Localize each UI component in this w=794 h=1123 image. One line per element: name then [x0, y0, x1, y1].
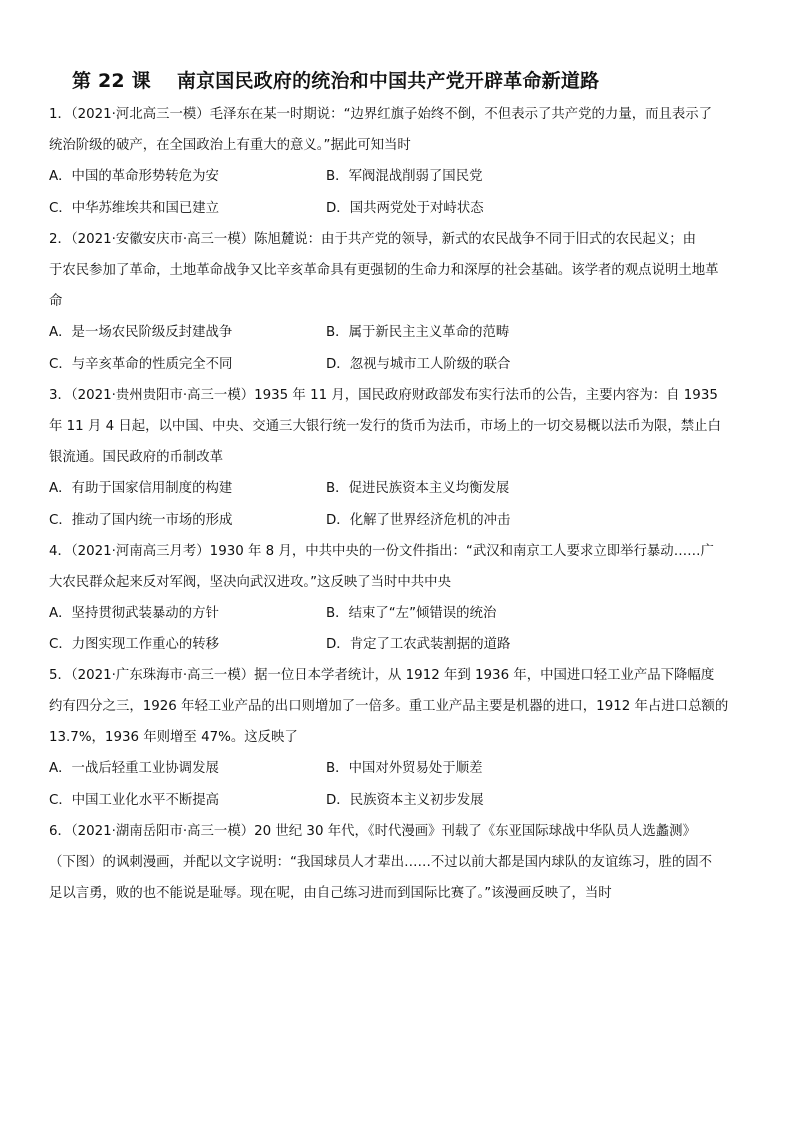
lesson-title: 南京国民政府的统治和中国共产党开辟革命新道路 — [176, 70, 600, 92]
question-4-option-b: B．结束了“左”倾错误的统治 — [326, 606, 497, 621]
question-5-line-3: 13.7%，1936 年则增至 47%。这反映了 — [49, 730, 298, 745]
question-2-line-1: 2．（2021·安徽安庆市·高三一模）陈旭麓说：由于共产党的领导，新式的农民战争不同于旧式的农民起义；由 — [49, 232, 696, 247]
question-2-option-b: B．属于新民主主义革命的范畴 — [326, 325, 510, 340]
question-4-line-2: 大农民群众起来反对军阀，坚决向武汉进攻。”这反映了当时中共中央 — [49, 575, 451, 590]
question-3-line-1: 3．（2021·贵州贵阳市·高三一模）1935 年 11 月，国民政府财政部发布实行法币的公告，主要内容为：自 1935 — [49, 388, 718, 403]
question-4-option-a: A．坚持贯彻武装暴动的方针 — [49, 606, 219, 621]
question-1-line-1: 1．（2021·河北高三一模）毛泽东在某一时期说：“边界红旗子始终不倒，不但表示了共产党的力量，而且表示了 — [49, 107, 713, 122]
question-3-option-c: C．推动了国内统一市场的形成 — [49, 513, 233, 528]
question-3-option-b: B．促进民族资本主义均衡发展 — [326, 481, 510, 496]
question-5-line-1: 5．（2021·广东珠海市·高三一模）据一位日本学者统计，从 1912 年到 1936 年，中国进口轻工业产品下降幅度 — [49, 668, 715, 683]
question-2-option-d: D．忽视与城市工人阶级的联合 — [326, 357, 511, 372]
question-2-line-2: 于农民参加了革命，土地革命战争又比辛亥革命具有更强韧的生命力和深厚的社会基础。该学者的观点说明土地革 — [49, 263, 719, 278]
question-3-line-3: 银流通。国民政府的币制改革 — [49, 450, 224, 465]
question-2-option-c: C．与辛亥革命的性质完全不同 — [49, 357, 233, 372]
question-1-line-2: 统治阶级的破产，在全国政治上有重大的意义。”据此可知当时 — [49, 138, 411, 153]
question-2-line-3: 命 — [49, 294, 63, 309]
question-4-line-1: 4．（2021·河南高三月考）1930 年 8 月，中共中央的一份文件指出：“武汉和南京工人要求立即举行暴动……广 — [49, 544, 714, 559]
question-1-option-c: C．中华苏维埃共和国已建立 — [49, 201, 220, 216]
question-6-line-1: 6．（2021·湖南岳阳市·高三一模）20 世纪 30 年代，《时代漫画》刊载了《东亚国际球战中华队员人选蠡测》 — [49, 824, 696, 839]
question-5-option-a: A．一战后轻重工业协调发展 — [49, 761, 219, 776]
page-title — [72, 66, 599, 93]
question-5-option-b: B．中国对外贸易处于顺差 — [326, 761, 483, 776]
question-1-option-b: B．军阀混战削弱了国民党 — [326, 169, 483, 184]
question-5-option-d: D．民族资本主义初步发展 — [326, 793, 484, 808]
question-2-option-a: A．是一场农民阶级反封建战争 — [49, 325, 233, 340]
question-3-line-2: 年 11 月 4 日起，以中国、中央、交通三大银行统一发行的货币为法币，市场上的一切交易概以法币为限，禁止白 — [49, 419, 721, 434]
question-1-option-d: D．国共两党处于对峙状态 — [326, 201, 484, 216]
question-5-line-2: 约有四分之三，1926 年轻工业产品的出口则增加了一倍多。重工业产品主要是机器的进口，1912 年占进口总额的 — [49, 699, 729, 714]
question-6-line-2: （下图）的讽刺漫画，并配以文字说明：“我国球员人才辈出……不过以前大都是国内球队的友谊练习，胜的固不 — [49, 855, 713, 870]
question-1-option-a: A．中国的革命形势转危为安 — [49, 169, 219, 184]
question-5-option-c: C．中国工业化水平不断提高 — [49, 793, 220, 808]
question-4-option-c: C．力图实现工作重心的转移 — [49, 637, 220, 652]
question-3-option-d: D．化解了世界经济危机的冲击 — [326, 513, 511, 528]
question-6-line-3: 足以言勇，败的也不能说是耻辱。现在呢，由自己练习进而到国际比赛了。”该漫画反映了，当时 — [49, 886, 612, 901]
question-4-option-d: D．肯定了工农武装割据的道路 — [326, 637, 511, 652]
lesson-number: 第 22 课 — [72, 70, 151, 92]
question-3-option-a: A．有助于国家信用制度的构建 — [49, 481, 233, 496]
